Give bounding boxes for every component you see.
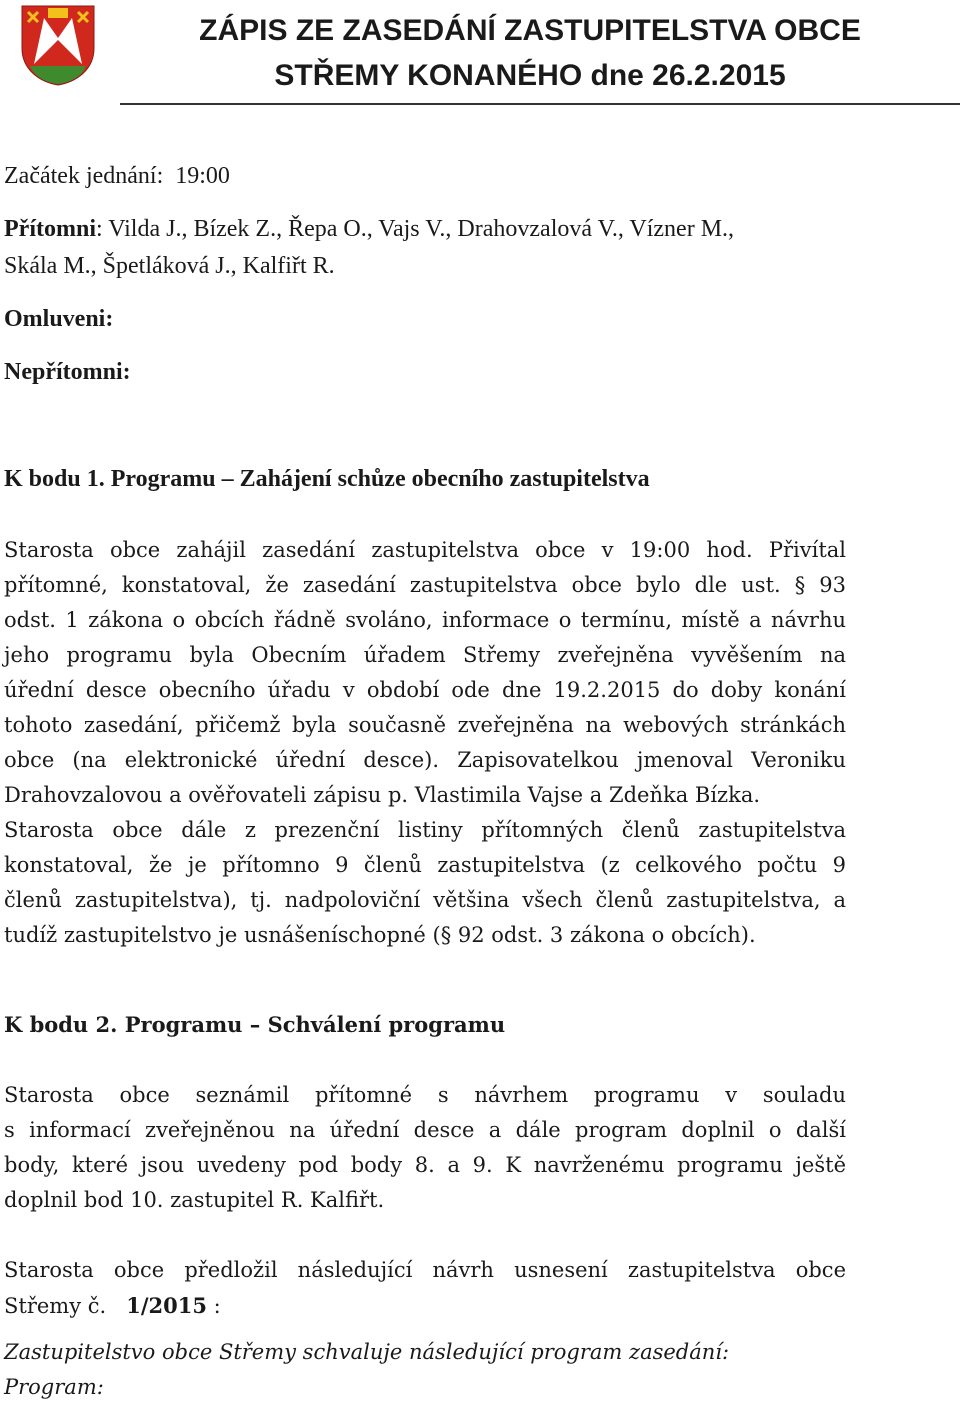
section1-line: tudíž zastupitelstvo je usnášeníschopné (§ 92 odst. 3 zákona o obcích).	[4, 923, 756, 947]
section1-line: obce (na elektronické úřední desce). Zapisovatelkou jmenoval Veroniku	[4, 748, 846, 772]
section1-line: přítomné, konstatoval, že zasedání zastupitelstva obce bylo dle ust. § 93	[4, 573, 846, 597]
section1-heading: K bodu 1. Programu – Zahájení schůze obecního zastupitelstva	[4, 466, 650, 492]
municipal-coat-of-arms-icon	[18, 4, 98, 86]
section1-line: úřední desce obecního úřadu v období ode dne 19.2.2015 do doby konání	[4, 678, 846, 702]
section1-line: členů zastupitelstva), tj. nadpoloviční většina všech členů zastupitelstva, a	[4, 888, 846, 912]
proposal-line-1: Starosta obce předložil následující návrh usnesení zastupitelstva obce	[4, 1258, 846, 1282]
section2-line: s informací zveřejněnou na úřední desce a dále program doplnil o další	[4, 1118, 846, 1142]
present-label: Přítomni	[4, 216, 96, 242]
start-time: 19:00	[175, 163, 230, 189]
present-row	[4, 216, 734, 243]
present-names-1: : Vilda J., Bízek Z., Řepa O., Vajs V., Drahovzalová V., Vízner M.,	[95, 216, 735, 242]
section1-line: Starosta obce dále z prezenční listiny přítomných členů zastupitelstva	[4, 818, 846, 842]
section1-line: odst. 1 zákona o obcích řádně svoláno, informace o termínu, místě a návrhu	[4, 608, 846, 632]
resolution-number: 1/2015	[126, 1293, 207, 1318]
absent-label: Nepřítomni:	[4, 359, 131, 385]
section2-line: doplnil bod 10. zastupitel R. Kalfiřt.	[4, 1188, 385, 1212]
start-label: Začátek jednání:	[4, 163, 164, 189]
title-line-1: ZÁPIS ZE ZASEDÁNÍ ZASTUPITELSTVA OBCE	[199, 14, 861, 47]
section2-heading: K bodu 2. Programu – Schválení programu	[4, 1012, 506, 1037]
section1-line: konstatoval, že je přítomno 9 členů zastupitelstva (z celkového počtu 9	[4, 853, 846, 877]
start-row	[4, 163, 230, 190]
section1-line: Starosta obce zahájil zasedání zastupitelstva obce v 19:00 hod. Přivítal	[4, 538, 846, 562]
header-divider	[120, 103, 960, 105]
section1-line: jeho programu byla Obecním úřadem Střemy zveřejněna vyvěšením na	[4, 643, 846, 667]
document-title	[120, 8, 940, 98]
section2-line: Starosta obce seznámil přítomné s návrhem programu v souladu	[4, 1083, 846, 1107]
present-names-2: Skála M., Špetláková J., Kalfiřt R.	[4, 253, 335, 279]
program-label: Program:	[4, 1375, 104, 1399]
section1-line: tohoto zasedání, přičemž byla současně zveřejněna na webových stránkách	[4, 713, 846, 737]
proposal-line-2: Střemy č. 1/2015 :	[4, 1293, 221, 1318]
title-line-2: STŘEMY KONANÉHO dne 26.2.2015	[274, 59, 786, 92]
resolution-text: Zastupitelstvo obce Střemy schvaluje následující program zasedání:	[4, 1340, 730, 1364]
section1-line: Drahovzalovou a ověřovateli zápisu p. Vlastimila Vajse a Zdeňka Bízka.	[4, 783, 761, 807]
excused-label: Omluveni:	[4, 306, 114, 332]
section2-line: body, které jsou uvedeny pod body 8. a 9. K navrženému programu ještě	[4, 1153, 846, 1177]
